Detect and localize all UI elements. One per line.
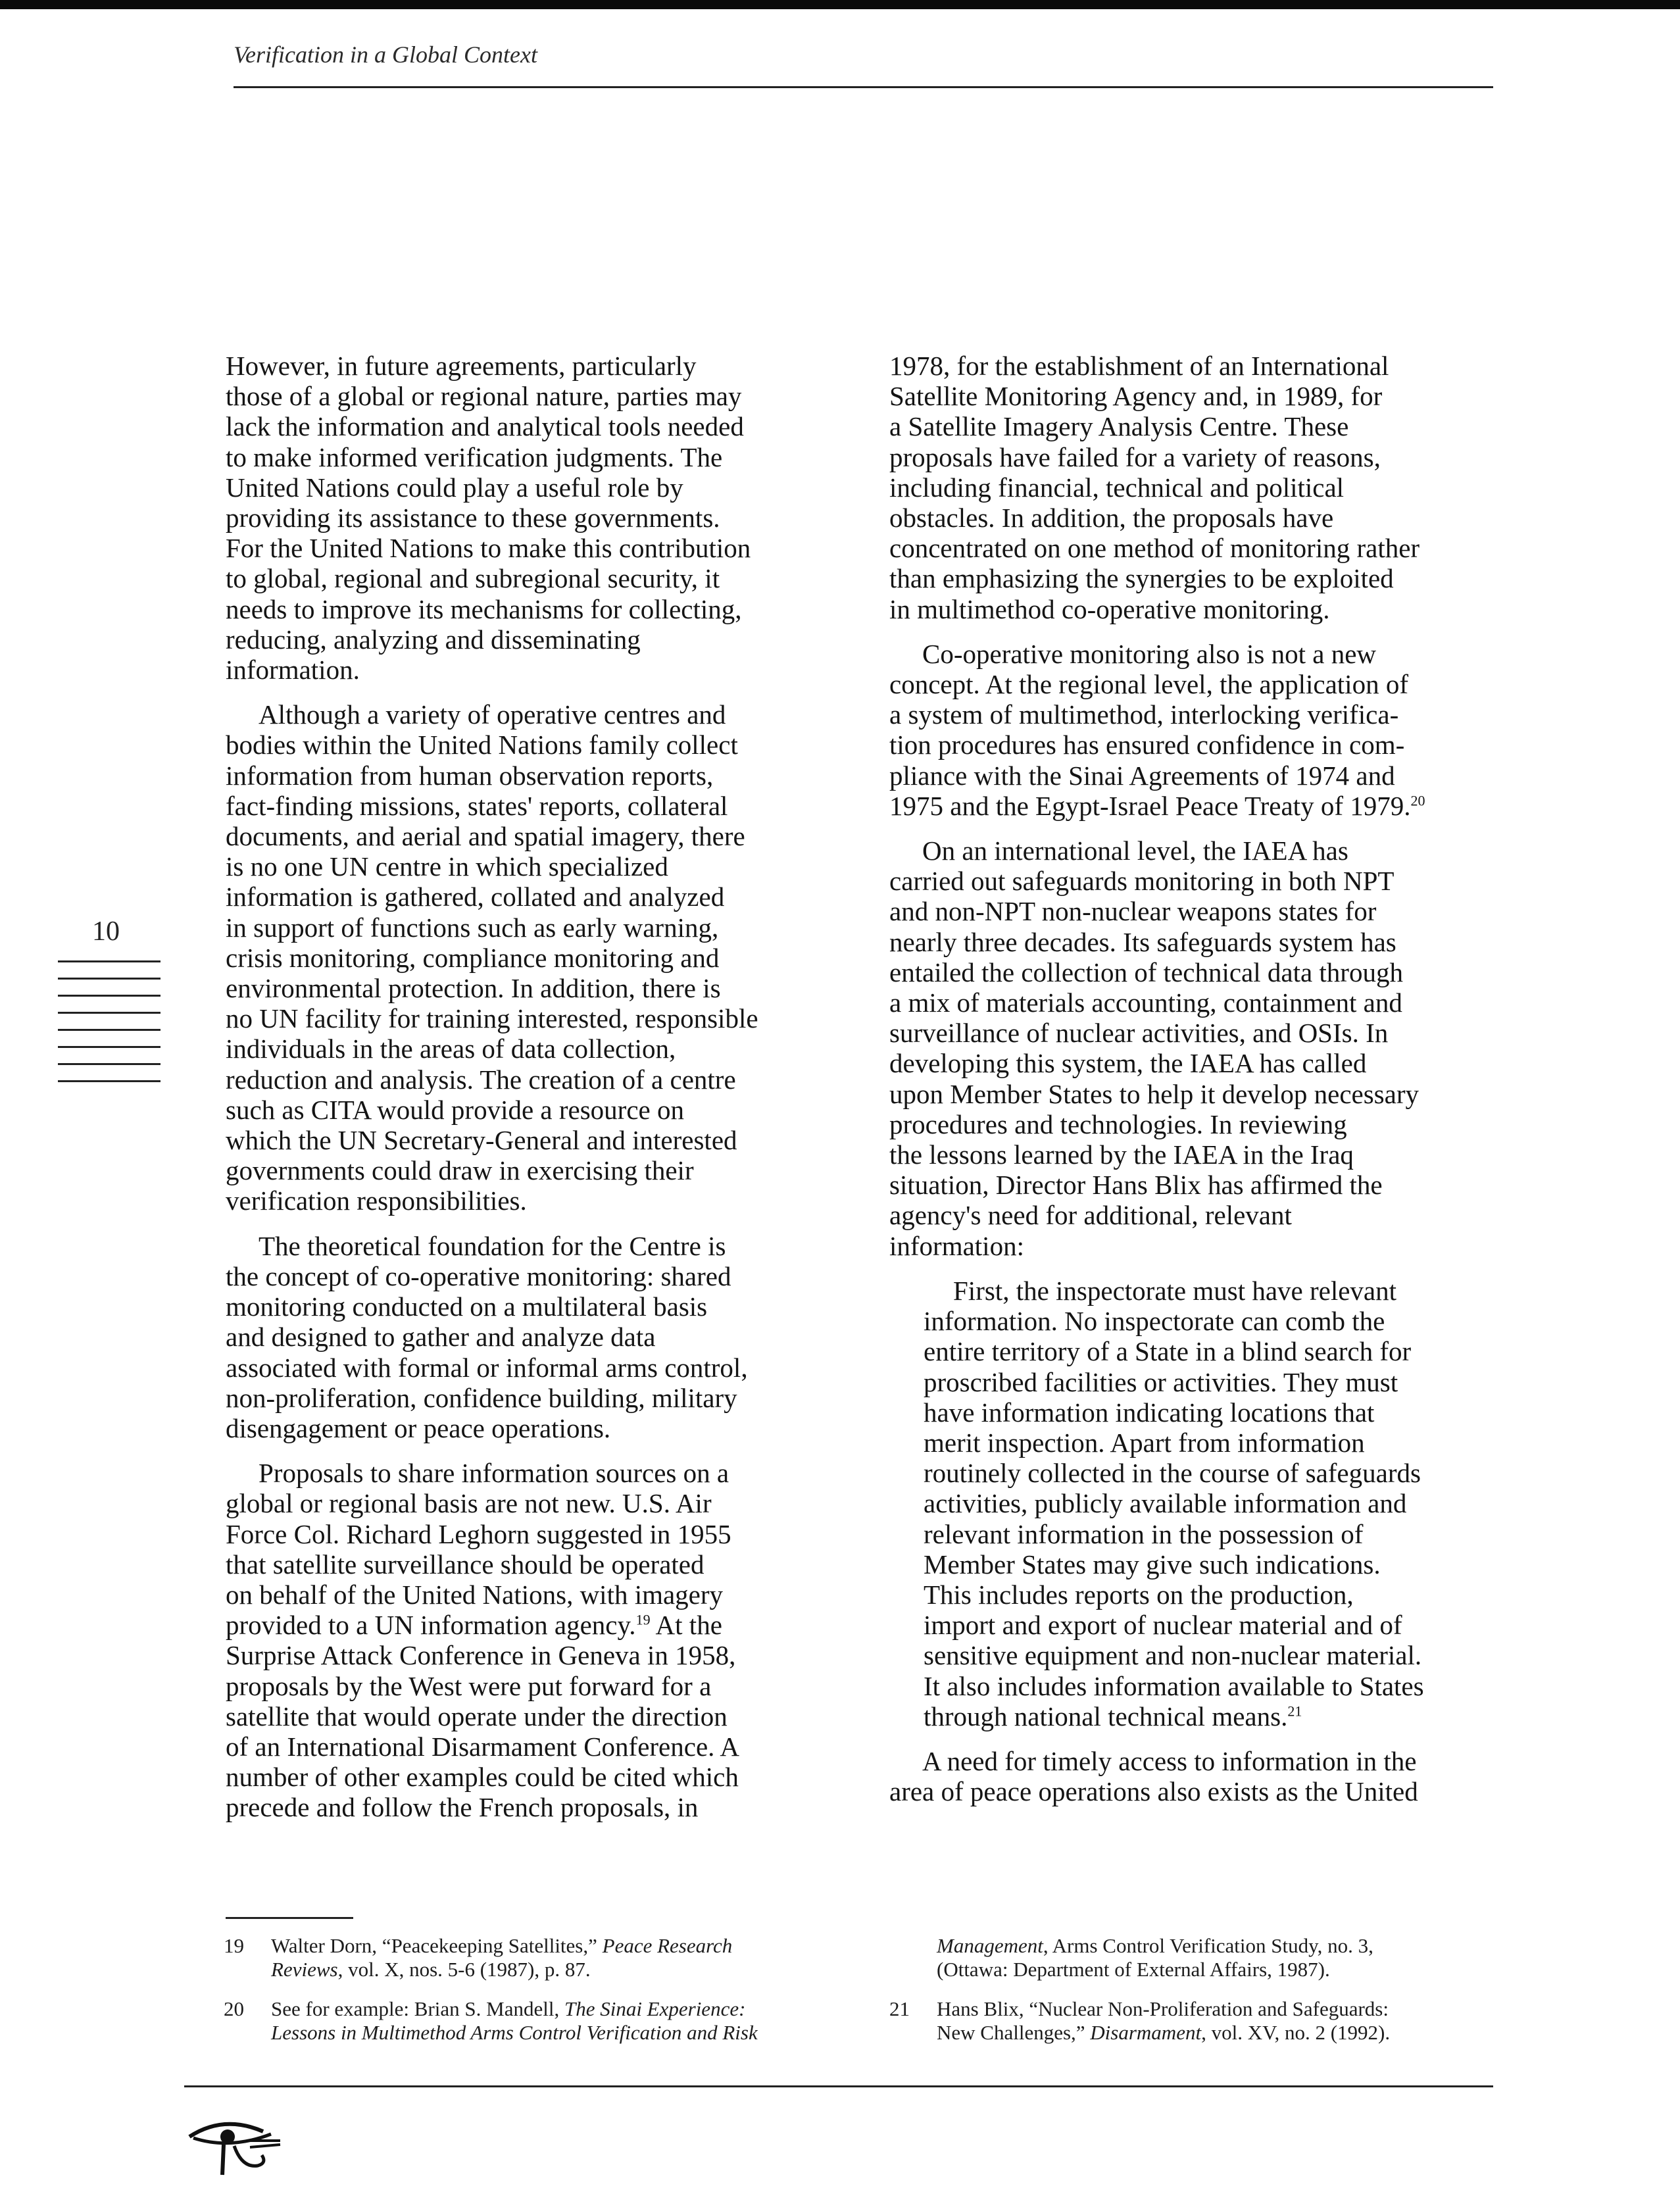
footnote-20-continued: Management, Arms Control Verification Study, no. 3, (Ottawa: Department of External Affairs, 1987). bbox=[937, 1934, 1373, 1981]
footnote-text: Hans Blix, “Nuclear Non-Proliferation and Safeguards: New Challenges,” Disarmament, vol. XV, no. 2 (1992). bbox=[937, 1997, 1391, 2044]
left-column bbox=[226, 351, 834, 1837]
footnote-rule bbox=[226, 1917, 353, 1919]
footnote-number: 20 bbox=[224, 1997, 244, 2020]
footnote-20 bbox=[224, 1997, 839, 2045]
paragraph-text: Co-operative monitoring also is not a new concept. At the regional level, the application of a system of multimethod, interlocking verifica- tion procedures has ensured confidence in com- pliance with the Sinai Agreements of 1974 and 1975 and the Egypt-Israel Peace Treaty of 1979. bbox=[889, 638, 1411, 821]
footnote-21 bbox=[889, 1997, 1498, 2045]
right-column bbox=[889, 351, 1498, 1821]
paragraph-text: Proposals to share information sources on a global or regional basis are not new. U.S. Air Force Col. Richard Leghorn suggested in 1955 that satellite surveillance should be operated on behalf of the United Nations, with imagery provided to a UN information agency. bbox=[226, 1458, 731, 1641]
footnote-ref[interactable]: 20 bbox=[1410, 792, 1425, 809]
block-quote bbox=[924, 1276, 1498, 1731]
footnote-19 bbox=[224, 1934, 839, 1981]
paragraph: A need for timely access to information in the area of peace operations also exists as the United bbox=[889, 1745, 1418, 1807]
footnote-ref[interactable]: 19 bbox=[635, 1611, 651, 1628]
paragraph bbox=[226, 1458, 834, 1822]
footnote-number: 21 bbox=[889, 1997, 910, 2020]
footnotes-right bbox=[889, 1934, 1498, 2060]
footnote-ref[interactable]: 21 bbox=[1287, 1703, 1302, 1720]
running-header: Verification in a Global Context bbox=[234, 41, 537, 68]
footnote-number: 19 bbox=[224, 1934, 244, 1957]
paragraph: 1978, for the establishment of an International Satellite Monitoring Agency and, in 1989, for a Satellite Imagery Analysis Centre. These proposals have failed for a variety of reasons, including financial, technical and political obstacles. In addition, the proposals have concentrated on one method of monitoring rather than emphasizing the synergies to be exploited in multimethod co-operative monitoring. bbox=[889, 351, 1420, 624]
quote-text: First, the inspectorate must have relevant information. No inspectorate can comb the entire territory of a State in a blind search for proscribed facilities or activities. They must have information indicating locations that merit inspection. Apart from information routinely collected in the course of safeguards activities, publicly available information and relevant information in the possession of Member States may give such indications. This includes reports on the production, import and export of nuclear material and of sensitive equipment and non-nuclear material. It also includes information available to States through national technical means. bbox=[924, 1275, 1424, 1731]
footnotes-left bbox=[224, 1934, 839, 2060]
paragraph: The theoretical foundation for the Centre is the concept of co-operative monitoring: shared monitoring conducted on a multilateral basis and designed to gather and analyze data associated with formal or informal arms control, non-proliferation, confidence building, military disengagement or peace operations. bbox=[226, 1230, 748, 1443]
paragraph: On an international level, the IAEA has carried out safeguards monitoring in both NPT and non-NPT non-nuclear weapons states for nearly three decades. Its safeguards system has entailed the collection of technical data through a mix of materials accounting, containment and surveillance of nuclear activities, and OSIs. In developing this system, the IAEA has called upon Member States to help it develop necessary procedures and technologies. In reviewing the lessons learned by the IAEA in the Iraq situation, Director Hans Blix has affirmed the agency's need for additional, relevant information: bbox=[889, 835, 1419, 1261]
footer-rule bbox=[184, 2085, 1493, 2087]
top-border-bar bbox=[0, 0, 1680, 9]
footnote-text: Walter Dorn, “Peacekeeping Satellites,” Peace Research Reviews, vol. X, nos. 5-6 (1987), p. 87. bbox=[271, 1934, 733, 1981]
paragraph-text: At the Surprise Attack Conference in Geneva in 1958, proposals by the West were put forward for a satellite that would operate under the direction of an International Disarmament Conference. A number of other examples could be cited which precede and follow the French proposals, in bbox=[226, 1610, 739, 1823]
paragraph: However, in future agreements, particularly those of a global or regional nature, parties may lack the information and analytical tools needed to make informed verification judgments. The United Nations could play a useful role by providing its assistance to these governments. For the United Nations to make this contribution to global, regional and subregional security, it needs to improve its mechanisms for collecting, reducing, analyzing and disseminating information. bbox=[226, 351, 751, 685]
eye-logo-icon bbox=[184, 2112, 283, 2178]
margin-decoration-lines bbox=[58, 960, 161, 1097]
header-rule bbox=[234, 86, 1493, 88]
footnote-text: See for example: Brian S. Mandell, The Sinai Experience: Lessons in Multimethod Arms Control Verification and Risk bbox=[271, 1997, 758, 2044]
paragraph bbox=[889, 639, 1498, 821]
paragraph: Although a variety of operative centres and bodies within the United Nations family collect information from human observation reports, fact-finding missions, states' reports, collateral documents, and aerial and spatial imagery, there is no one UN centre in which specialized information is gathered, collated and analyzed in support of functions such as early warning, crisis monitoring, compliance monitoring and environmental protection. In addition, there is no UN facility for training interested, responsible individuals in the areas of data collection, reduction and analysis. The creation of a centre such as CITA would provide a resource on which the UN Secretary-General and interested governments could draw in exercising their verification responsibilities. bbox=[226, 699, 758, 1216]
page-number: 10 bbox=[92, 916, 120, 947]
